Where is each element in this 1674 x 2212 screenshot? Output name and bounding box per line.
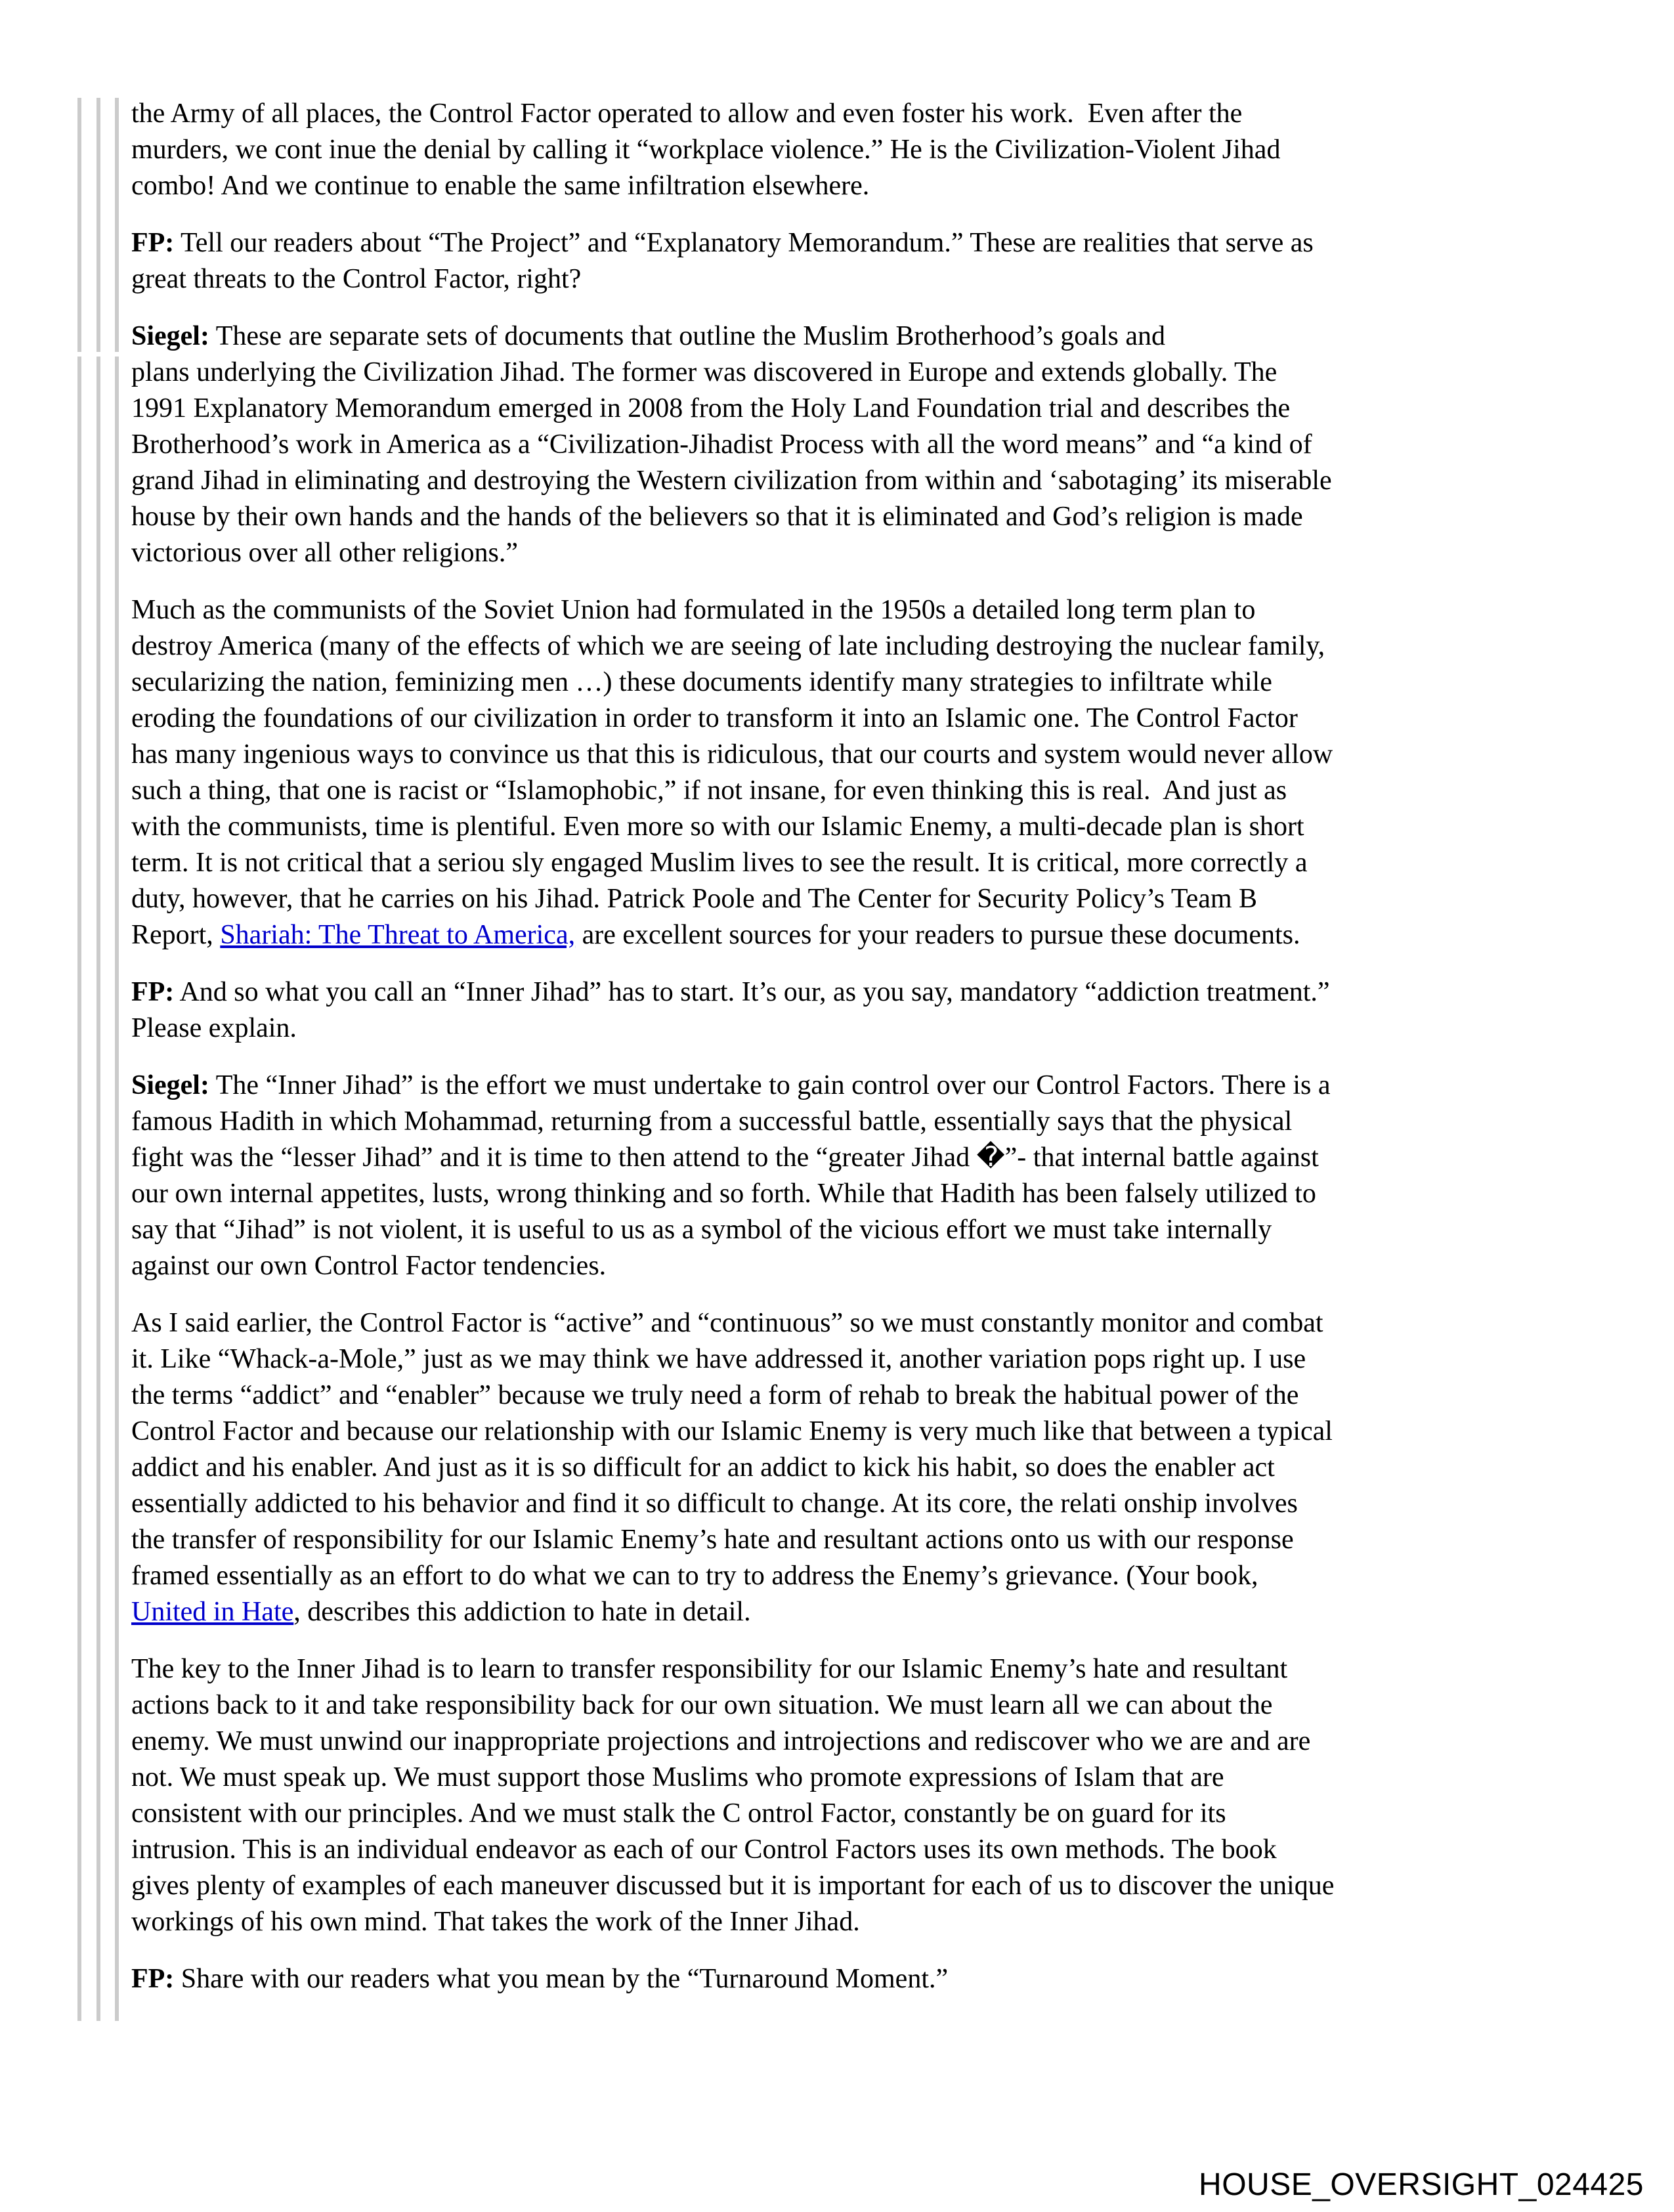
text-line [131, 1010, 1573, 1047]
text-line [131, 1904, 1573, 1940]
link-shariah-the-threat-to-america[interactable]: Shariah: The Threat to America, [220, 920, 576, 950]
text-line [131, 1486, 1573, 1522]
paragraph [131, 974, 1573, 1047]
text-span: combo! And we continue to enable the same infiltration elsewhere. [131, 171, 870, 201]
text-span: Share with our readers what you mean by the “Turnaround Moment.” [174, 1964, 949, 1994]
text-span: term. It is not critical that a seriou sly engaged Muslim lives to see the result. It is critical, more correctly a [131, 848, 1308, 878]
text-line [131, 664, 1573, 701]
text-line [131, 1760, 1573, 1796]
text-line [131, 499, 1573, 535]
paragraph [131, 96, 1573, 204]
text-line [131, 1140, 1573, 1176]
text-line [131, 355, 1573, 391]
text-line [131, 773, 1573, 809]
text-span: The key to the Inner Jihad is to learn to transfer responsibility for our Islamic Enemy’s hate and resultant [131, 1654, 1288, 1684]
text-line [131, 96, 1573, 132]
text-span: , describes this addiction to hate in detail. [293, 1597, 751, 1627]
text-line [131, 974, 1573, 1010]
text-line [131, 132, 1573, 168]
bates-number: HOUSE_OVERSIGHT_024425 [1199, 2167, 1644, 2202]
paragraph [131, 1068, 1573, 1284]
text-line [131, 1594, 1573, 1630]
quote-bar [115, 98, 119, 352]
text-line [131, 737, 1573, 773]
text-span: has many ingenious ways to convince us that this is ridiculous, that our courts and system would never allow [131, 739, 1333, 770]
text-span: The “Inner Jihad” is the effort we must undertake to gain control over our Control Factors. There is a [209, 1070, 1331, 1100]
text-span: secularizing the nation, feminizing men …) these documents identify many strategies to infiltrate while [131, 667, 1272, 697]
text-span: enemy. We must unwind our inappropriate projections and introjections and rediscover who we are and are [131, 1726, 1311, 1756]
text-span: consistent with our principles. And we must stalk the C ontrol Factor, constantly be on guard for its [131, 1798, 1226, 1829]
quote-bar [115, 357, 119, 2021]
text-span: fight was the “lesser Jihad” and it is time to then attend to the “greater Jihad �”- that internal battle against [131, 1142, 1319, 1173]
text-line [131, 168, 1573, 204]
text-span: victorious over all other religions.” [131, 538, 519, 568]
quote-bar [77, 98, 81, 352]
text-span: eroding the foundations of our civilization in order to transform it into an Islamic one. The Control Factor [131, 703, 1298, 733]
text-span: Much as the communists of the Soviet Union had formulated in the 1950s a detailed long term plan to [131, 595, 1256, 625]
text-span: duty, however, that he carries on his Jihad. Patrick Poole and The Center for Security Policy’s Team B [131, 884, 1258, 914]
text-span: house by their own hands and the hands of the believers so that it is eliminated and God’s religion is made [131, 502, 1303, 532]
text-span: the Army of all places, the Control Factor operated to allow and even foster his work. Even after the [131, 98, 1243, 129]
text-span: workings of his own mind. That takes the work of the Inner Jihad. [131, 1907, 860, 1937]
text-line [131, 1868, 1573, 1904]
text-line [131, 845, 1573, 881]
text-span: famous Hadith in which Mohammad, returning from a successful battle, essentially says that the physical [131, 1106, 1293, 1137]
text-span: actions back to it and take responsibility back for our own situation. We must learn all we can about the [131, 1690, 1273, 1720]
text-line [131, 1724, 1573, 1760]
text-line [131, 318, 1573, 355]
text-line [131, 1104, 1573, 1140]
text-span: destroy America (many of the effects of which we are seeing of late including destroying the nuclear family, [131, 631, 1325, 661]
paragraph [131, 1305, 1573, 1630]
text-span: such a thing, that one is racist or “Islamophobic,” if not insane, for even thinking this is real. And just as [131, 775, 1287, 806]
speaker-label: FP: [131, 228, 175, 258]
text-line [131, 917, 1573, 953]
text-line [131, 592, 1573, 628]
text-span: with the communists, time is plentiful. Even more so with our Islamic Enemy, a multi-decade plan is short [131, 812, 1304, 842]
quote-bar [97, 357, 100, 2021]
paragraph [131, 592, 1573, 953]
text-span: plans underlying the Civilization Jihad. The former was discovered in Europe and extends globally. The [131, 357, 1277, 387]
text-line [131, 1341, 1573, 1377]
text-line [131, 225, 1573, 261]
text-span: the transfer of responsibility for our Islamic Enemy’s hate and resultant actions onto us with our response [131, 1525, 1294, 1555]
text-span: Please explain. [131, 1013, 297, 1043]
paragraph [131, 1651, 1573, 1940]
text-span: And so what you call an “Inner Jihad” has to start. It’s our, as you say, mandatory “addiction treatment.” [174, 977, 1330, 1007]
speaker-label: Siegel: [131, 1070, 209, 1100]
text-line [131, 1377, 1573, 1414]
paragraph [131, 1961, 1573, 1997]
text-line [131, 535, 1573, 571]
text-span: gives plenty of examples of each maneuver discussed but it is important for each of us to discover the unique [131, 1871, 1335, 1901]
speaker-label: FP: [131, 1964, 175, 1994]
text-line [131, 427, 1573, 463]
link-united-in-hate[interactable]: United in Hate [131, 1597, 294, 1627]
text-line [131, 809, 1573, 845]
quote-bar [97, 98, 100, 352]
text-span: intrusion. This is an individual endeavor as each of our Control Factors uses its own methods. The book [131, 1834, 1277, 1865]
text-span: murders, we cont inue the denial by calling it “workplace violence.” He is the Civilization-Violent Jihad [131, 135, 1281, 165]
text-line [131, 1068, 1573, 1104]
text-span: addict and his enabler. And just as it is so difficult for an addict to kick his habit, so does the enabler act [131, 1452, 1275, 1483]
text-line [131, 1651, 1573, 1687]
text-line [131, 1176, 1573, 1212]
text-line [131, 1522, 1573, 1558]
text-span: Brotherhood’s work in America as a “Civilization-Jihadist Process with all the word means” and “a kind of [131, 429, 1312, 460]
text-span: Tell our readers about “The Project” and “Explanatory Memorandum.” These are realities that serve as [174, 228, 1314, 258]
text-line [131, 391, 1573, 427]
text-line [131, 881, 1573, 917]
text-span: great threats to the Control Factor, right? [131, 264, 582, 294]
text-span: As I said earlier, the Control Factor is “active” and “continuous” so we must constantly monitor and combat [131, 1308, 1323, 1338]
paragraph [131, 318, 1573, 571]
text-span: Control Factor and because our relationship with our Islamic Enemy is very much like that between a typical [131, 1416, 1333, 1446]
text-span: essentially addicted to his behavior and find it so difficult to change. At its core, the relati onship involves [131, 1488, 1298, 1519]
text-line [131, 1832, 1573, 1868]
text-span: against our own Control Factor tendencies. [131, 1251, 607, 1281]
text-line [131, 701, 1573, 737]
text-span: These are separate sets of documents that outline the Muslim Brotherhood’s goals and [209, 321, 1166, 351]
paragraph [131, 225, 1573, 297]
text-span: our own internal appetites, lusts, wrong thinking and so forth. While that Hadith has been falsely utilized to [131, 1179, 1316, 1209]
text-line [131, 1450, 1573, 1486]
text-line [131, 1305, 1573, 1341]
text-span: the terms “addict” and “enabler” because we truly need a form of rehab to break the habitual power of the [131, 1380, 1299, 1410]
text-span: say that “Jihad” is not violent, it is useful to us as a symbol of the vicious effort we must take internally [131, 1215, 1272, 1245]
text-line [131, 1961, 1573, 1997]
text-span: it. Like “Whack-a-Mole,” just as we may think we have addressed it, another variation pops right up. I use [131, 1344, 1306, 1374]
quote-bar [77, 357, 81, 2021]
text-span: not. We must speak up. We must support those Muslims who promote expressions of Islam that are [131, 1762, 1224, 1792]
text-line [131, 1558, 1573, 1594]
text-span: framed essentially as an effort to do what we can to try to address the Enemy’s grievance. (Your book, [131, 1561, 1258, 1591]
text-line [131, 1796, 1573, 1832]
text-line [131, 628, 1573, 664]
text-span: 1991 Explanatory Memorandum emerged in 2008 from the Holy Land Foundation trial and describes the [131, 393, 1291, 423]
text-line [131, 261, 1573, 297]
text-span: grand Jihad in eliminating and destroying the Western civilization from within and ‘sabotaging’ its miserable [131, 466, 1332, 496]
speaker-label: Siegel: [131, 321, 209, 351]
text-line [131, 1414, 1573, 1450]
text-line [131, 1248, 1573, 1284]
text-line [131, 463, 1573, 499]
text-line [131, 1212, 1573, 1248]
document-body [131, 96, 1573, 2018]
text-span: are excellent sources for your readers to pursue these documents. [575, 920, 1300, 950]
text-span: Report, [131, 920, 221, 950]
speaker-label: FP: [131, 977, 175, 1007]
text-line [131, 1687, 1573, 1724]
